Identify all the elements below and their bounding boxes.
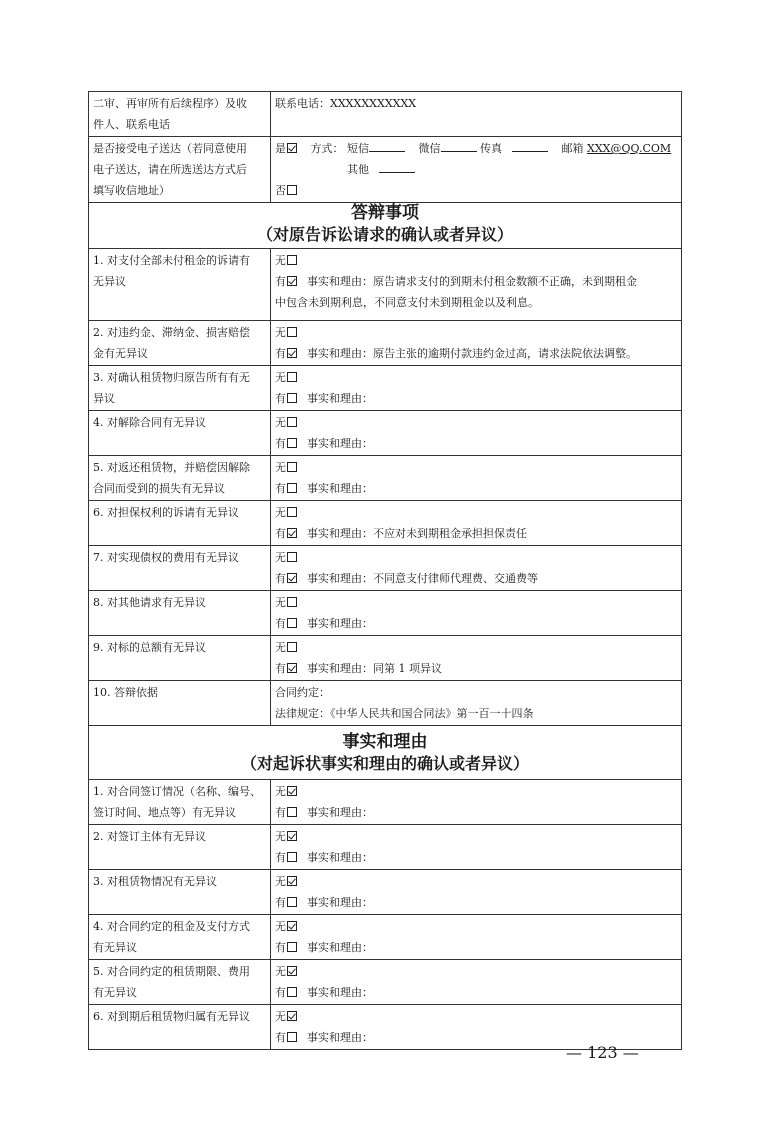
objection-row [89, 321, 682, 366]
objection-line [275, 568, 677, 589]
objection-text: 有 [275, 941, 286, 954]
item-label-cell [89, 825, 271, 870]
other-text: 其他 [347, 163, 369, 176]
item-label-line: 有无异议 [93, 941, 137, 954]
no-objection-checkbox[interactable] [287, 921, 297, 931]
item-response-cell [271, 636, 682, 681]
reason-text: 事实和理由：原告主张的逾期付款违约金过高，请求法院依法调整。 [307, 347, 637, 360]
objection-checkbox[interactable] [287, 348, 297, 358]
item-response-cell [271, 366, 682, 411]
item-response-cell [271, 780, 682, 825]
reason-text: 中包含未到期利息，不同意支付未到期租金以及利息。 [275, 296, 539, 309]
objection-text: 有 [275, 806, 286, 819]
basis-content-cell [271, 681, 682, 726]
objection-text: 有 [275, 572, 286, 585]
no-objection-checkbox[interactable] [287, 255, 297, 265]
no-objection-line [275, 637, 677, 658]
objection-line [275, 937, 677, 958]
objection-row [89, 501, 682, 546]
objection-line [275, 802, 677, 823]
objection-line [275, 478, 677, 499]
reason-text: 事实和理由： [307, 986, 373, 999]
item-response-cell [271, 321, 682, 366]
item-label-line: 6. 对到期后租赁物归属有无异议 [93, 1010, 250, 1023]
section2-subtitle: （对起诉状事实和理由的确认或者异议） [240, 754, 529, 773]
item-label-line: 合同而受到的损失有无异议 [93, 482, 225, 495]
item-label-line: 异议 [93, 392, 115, 405]
no-objection-line [275, 502, 677, 523]
objection-line [275, 271, 677, 292]
item-label-cell [89, 456, 271, 501]
reason-text: 事实和理由：原告请求支付的到期未付租金数额不正确，未到期租金 [307, 275, 637, 288]
objection-checkbox[interactable] [287, 807, 297, 817]
objection-row [89, 960, 682, 1005]
reason-text: 事实和理由： [307, 896, 373, 909]
objection-line [275, 613, 677, 634]
no-objection-text: 无 [275, 965, 286, 978]
fax-blank[interactable] [512, 141, 548, 152]
no-objection-text: 无 [275, 326, 286, 339]
section1-subtitle: （对原告诉讼请求的确认或者异议） [256, 225, 513, 244]
objection-checkbox[interactable] [287, 987, 297, 997]
item-label-line: 3. 对租赁物情况有无异议 [93, 875, 217, 888]
item-label-cell [89, 1005, 271, 1050]
no-objection-text: 无 [275, 830, 286, 843]
section2-rows [89, 780, 682, 1050]
objection-row [89, 546, 682, 591]
objection-text: 有 [275, 527, 286, 540]
basis-label-cell [89, 681, 271, 726]
reason-text: 事实和理由：不同意支付律师代理费、交通费等 [307, 572, 538, 585]
item-label-line: 4. 对合同约定的租金及支付方式 [93, 920, 250, 933]
no-objection-text: 无 [275, 875, 286, 888]
reason-text: 事实和理由：不应对未到期租金承担担保责任 [307, 527, 527, 540]
objection-checkbox[interactable] [287, 663, 297, 673]
item-label-line: 4. 对解除合同有无异议 [93, 416, 206, 429]
objection-text: 有 [275, 851, 286, 864]
item-label-line: 2. 对违约金、滞纳金、损害赔偿 [93, 326, 250, 339]
objection-checkbox[interactable] [287, 942, 297, 952]
phone-text: 联系电话：XXXXXXXXXXX [275, 97, 417, 110]
section1-title: 答辩事项 [351, 203, 419, 223]
objection-checkbox[interactable] [287, 393, 297, 403]
e-service-method-line [275, 138, 677, 159]
method-text: 方式： [310, 142, 344, 155]
basis-row [89, 681, 682, 726]
law-basis-text: 法律规定：《中华人民共和国合同法》第一百一十四条 [275, 707, 534, 720]
e-service-row [89, 137, 682, 203]
item-response-cell [271, 591, 682, 636]
objection-line [275, 523, 677, 544]
objection-text: 有 [275, 986, 286, 999]
objection-line [275, 388, 677, 409]
objection-checkbox[interactable] [287, 1032, 297, 1042]
item-label-line: 金有无异议 [93, 347, 148, 360]
reason-text: 事实和理由： [307, 1031, 373, 1044]
e-service-label-line: 填写收信地址） [93, 184, 170, 197]
objection-row [89, 456, 682, 501]
objection-text: 有 [275, 347, 286, 360]
item-response-cell [271, 825, 682, 870]
item-label-cell [89, 501, 271, 546]
item-label-line: 5. 对合同约定的租赁期限、费用 [93, 965, 250, 978]
item-label-cell [89, 249, 271, 321]
sms-text: 短信 [347, 142, 369, 155]
objection-checkbox[interactable] [287, 618, 297, 628]
objection-row [89, 249, 682, 321]
no-objection-line [275, 322, 677, 343]
no-objection-checkbox[interactable] [287, 372, 297, 382]
no-objection-text: 无 [275, 785, 286, 798]
reason-text: 事实和理由： [307, 806, 373, 819]
recipient-label-line: 二审、再审所有后续程序）及收 [93, 97, 247, 110]
item-label-line: 8. 对其他请求有无异议 [93, 596, 206, 609]
item-label-line: 2. 对签订主体有无异议 [93, 830, 206, 843]
item-label-line: 7. 对实现债权的费用有无异议 [93, 551, 239, 564]
no-objection-text: 无 [275, 416, 286, 429]
reason-text: 事实和理由：同第 1 项异议 [307, 662, 442, 675]
no-objection-checkbox[interactable] [287, 876, 297, 886]
no-objection-checkbox[interactable] [287, 417, 297, 427]
objection-row [89, 780, 682, 825]
section2-header-row [89, 726, 682, 780]
no-objection-line [275, 1006, 677, 1027]
objection-checkbox[interactable] [287, 897, 297, 907]
objection-line [275, 658, 677, 679]
objection-text: 有 [275, 392, 286, 405]
no-objection-text: 无 [275, 1010, 286, 1023]
objection-row [89, 591, 682, 636]
objection-checkbox[interactable] [287, 852, 297, 862]
no-objection-line [275, 871, 677, 892]
objection-text: 有 [275, 437, 286, 450]
no-objection-checkbox[interactable] [287, 462, 297, 472]
e-service-label-cell [89, 137, 271, 203]
item-label-cell [89, 870, 271, 915]
section2-header-cell [89, 726, 682, 780]
item-label-cell [89, 411, 271, 456]
no-checkbox[interactable] [287, 185, 297, 195]
objection-text: 有 [275, 275, 286, 288]
section1-header-row [89, 203, 682, 249]
recipient-label-line: 件人、联系电话 [93, 118, 170, 131]
no-objection-checkbox[interactable] [287, 507, 297, 517]
no-objection-line [275, 961, 677, 982]
objection-line [275, 892, 677, 913]
no-objection-checkbox[interactable] [287, 642, 297, 652]
objection-checkbox[interactable] [287, 483, 297, 493]
no-objection-text: 无 [275, 371, 286, 384]
item-response-cell [271, 960, 682, 1005]
reason-text: 事实和理由： [307, 392, 373, 405]
e-service-label-line: 电子送达，请在所选送达方式后 [93, 163, 247, 176]
item-label-cell [89, 321, 271, 366]
answer-form-table [88, 91, 682, 1050]
objection-checkbox[interactable] [287, 573, 297, 583]
reason-text: 事实和理由： [307, 941, 373, 954]
no-objection-line [275, 592, 677, 613]
objection-row [89, 870, 682, 915]
item-label-cell [89, 915, 271, 960]
objection-row [89, 825, 682, 870]
item-label-line: 9. 对标的总额有无异议 [93, 641, 206, 654]
email-label-text: 邮箱 [561, 142, 584, 155]
section1-rows [89, 249, 682, 681]
item-label-line: 5. 对返还租赁物，并赔偿因解除 [93, 461, 250, 474]
no-objection-checkbox[interactable] [287, 1011, 297, 1021]
objection-row [89, 366, 682, 411]
reason-continued-line [275, 292, 677, 313]
item-label-line: 1. 对支付全部未付租金的诉请有 [93, 254, 250, 267]
no-objection-text: 无 [275, 641, 286, 654]
no-objection-line [275, 547, 677, 568]
wechat-text: 微信 [418, 142, 441, 155]
item-label-line: 有无异议 [93, 986, 137, 999]
objection-line [275, 433, 677, 454]
objection-line [275, 343, 677, 364]
item-response-cell [271, 915, 682, 960]
no-objection-checkbox[interactable] [287, 552, 297, 562]
basis-body [89, 681, 682, 780]
no-text: 否 [275, 184, 286, 197]
other-blank[interactable] [379, 162, 415, 173]
no-objection-text: 无 [275, 920, 286, 933]
reason-text: 事实和理由： [307, 482, 373, 495]
contract-basis-text: 合同约定： [275, 686, 330, 699]
item-label-cell [89, 780, 271, 825]
reason-text: 事实和理由： [307, 437, 373, 450]
recipient-label-cell [89, 92, 271, 137]
objection-text: 有 [275, 482, 286, 495]
no-line [275, 180, 677, 201]
reason-text: 事实和理由： [307, 851, 373, 864]
basis-label: 10. 答辩依据 [93, 686, 158, 699]
objection-text: 有 [275, 662, 286, 675]
objection-checkbox[interactable] [287, 276, 297, 286]
no-objection-text: 无 [275, 551, 286, 564]
item-label-line: 3. 对确认租赁物归原告所有有无 [93, 371, 250, 384]
yes-text: 是 [275, 142, 286, 155]
no-objection-line [275, 367, 677, 388]
page-number: — 123 — [566, 1043, 639, 1062]
no-objection-line [275, 412, 677, 433]
reason-text: 事实和理由： [307, 617, 373, 630]
fax-text: 传真 [480, 142, 502, 155]
e-service-content-cell [271, 137, 682, 203]
item-label-cell [89, 546, 271, 591]
e-service-label-line: 是否接受电子送达（若同意使用 [93, 142, 247, 155]
no-objection-line [275, 250, 677, 271]
item-label-line: 6. 对担保权利的诉请有无异议 [93, 506, 239, 519]
objection-row [89, 636, 682, 681]
item-response-cell [271, 870, 682, 915]
no-objection-line [275, 781, 677, 802]
item-label-cell [89, 960, 271, 1005]
no-objection-line [275, 916, 677, 937]
objection-line [275, 847, 677, 868]
no-objection-checkbox[interactable] [287, 327, 297, 337]
sms-blank[interactable] [369, 141, 405, 152]
item-label-cell [89, 636, 271, 681]
form-body [89, 92, 682, 249]
item-response-cell [271, 411, 682, 456]
yes-checkbox[interactable] [287, 143, 297, 153]
item-label-line: 1. 对合同签订情况（名称、编号、 [93, 785, 261, 798]
item-label-line: 签订时间、地点等）有无异议 [93, 806, 236, 819]
objection-row [89, 915, 682, 960]
section2-title: 事实和理由 [342, 732, 428, 752]
section1-header-cell [89, 203, 682, 249]
no-objection-text: 无 [275, 254, 286, 267]
objection-checkbox[interactable] [287, 528, 297, 538]
other-line [275, 159, 677, 180]
email-value: XXX@QQ.COM [587, 142, 672, 155]
objection-row [89, 411, 682, 456]
item-response-cell [271, 501, 682, 546]
no-objection-text: 无 [275, 506, 286, 519]
no-objection-checkbox[interactable] [287, 966, 297, 976]
item-response-cell [271, 546, 682, 591]
objection-text: 有 [275, 896, 286, 909]
objection-line [275, 982, 677, 1003]
wechat-blank[interactable] [441, 141, 477, 152]
item-label-cell [89, 366, 271, 411]
objection-text: 有 [275, 1031, 286, 1044]
item-response-cell [271, 249, 682, 321]
no-objection-line [275, 457, 677, 478]
no-objection-checkbox[interactable] [287, 831, 297, 841]
objection-text: 有 [275, 617, 286, 630]
no-objection-text: 无 [275, 461, 286, 474]
no-objection-checkbox[interactable] [287, 786, 297, 796]
recipient-row [89, 92, 682, 137]
no-objection-line [275, 826, 677, 847]
recipient-content-cell [271, 92, 682, 137]
objection-checkbox[interactable] [287, 438, 297, 448]
item-label-cell [89, 591, 271, 636]
item-label-line: 无异议 [93, 275, 126, 288]
item-response-cell [271, 456, 682, 501]
no-objection-text: 无 [275, 596, 286, 609]
no-objection-checkbox[interactable] [287, 597, 297, 607]
